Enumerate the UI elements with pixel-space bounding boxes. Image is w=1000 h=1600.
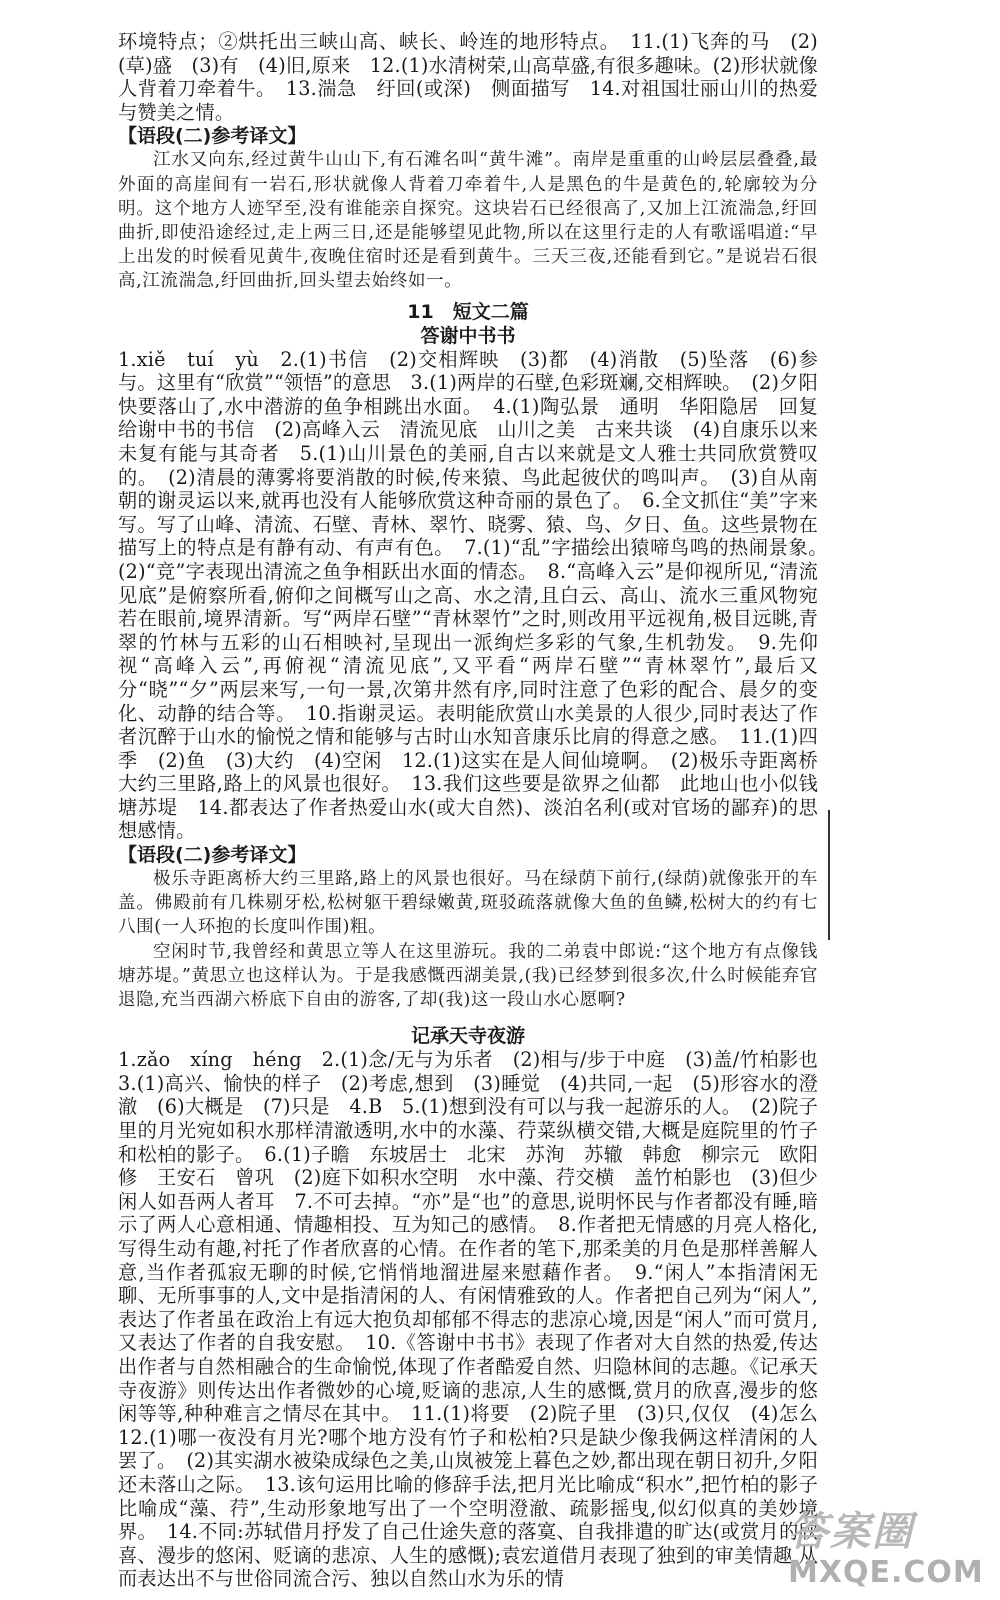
text1-title: 答谢中书书 bbox=[420, 324, 516, 347]
watermark-domain: MXQE.COM bbox=[788, 1555, 984, 1590]
section2-heading: 【语段(二)参考译文】 bbox=[118, 844, 307, 867]
watermark-logo-text: 答案圈 bbox=[788, 1509, 914, 1555]
text2-answers: 1.zǎo xíng héng 2.(1)念/无与为乐者 (2)相与/步于中庭 (3)盖/竹柏影也 3.(1)高兴、愉快的样子 (2)考虑,想到 (3)睡觉 (4)共同,一起 (5)形容水的澄澈 (6)大概是 (7)只是 4.B 5.(1)想到没有可以与我一起游乐的人。 (2)院子里的月光宛如积水那样清澈透明,水中的水藻、荇菜纵横交错,大概是庭院里的竹子和松柏的影子。 6.(1)子瞻 东坡居士 北宋 苏洵 苏辙 韩愈 柳宗元 欧阳修 王安石 曾巩 (2)庭下如积水空明 水中藻、荇交横 盖竹柏影也 (3)但少闲人如吾两人者耳 7.不可去掉。“亦”是“也”的意思,说明怀民与作者都没有睡,暗示了两人心意相通、情趣相投、互为知己的感情。 8.作者把无情感的月亮人格化,写得生动有趣,衬托了作者欣喜的心情。在作者的笔下,那柔美的月色是那样善解人意,当作者孤寂无聊的时候,它悄悄地溜进屋来慰藉作者。 9.“闲人”本指清闲无聊、无所事事的人,文中是指清闲的人、有闲情雅致的人。作者把自己列为“闲人”,表达了作者虽在政治上有远大抱负却郁郁不得志的悲凉心境,因是“闲人”而可赏月,又表达了作者的自我安慰。 10.《答谢中书书》表现了作者对大自然的热爱,传达出作者与自然相融合的生命愉悦,体现了作者酷爱自然、归隐林间的志趣。《记承天寺夜游》则传达出作者微妙的心境,贬谪的悲凉,人生的感慨,赏月的欣喜,漫步的悠闲等等,种种难言之情尽在其中。 11.(1)将要 (2)院子里 (3)只,仅仅 (4)怎么 12.(1)哪一夜没有月光?哪个地方没有竹子和松柏?只是缺少像我俩这样清闲的人罢了。 (2)其实湖水被染成绿色之美,山岚被笼上暮色之妙,都出现在朝日初升,夕阳还未落山之际。 13.该句运用比喻的修辞手法,把月光比喻成“积水”,把竹柏的影子比喻成“藻、荇”,生动形象地写出了一个空明澄澈、疏影摇曳,似幻似真的美妙境界。 14.不同:苏轼借月抒发了自己仕途失意的落寞、自我排遣的旷达(或赏月的欣喜、漫步的悠闲、贬谪的悲凉、人生的感慨);袁宏道借月表现了独到的审美情趣,从而表达出不与世俗同流合污、独以自然山水为乐的情 bbox=[118, 1048, 838, 1591]
section1-translation: 江水又向东,经过黄牛山山下,有石滩名叫“黄牛滩”。南岸是重重的山岭层层叠叠,最外面的高崖间有一岩石,形状就像人背着刀牵着牛,人是黑色的牛是黄色的,轮廓较为分明。这个地方人迹罕至,没有谁能亲自探究。这块岩石已经很高了,又加上江流湍急,纡回曲折,即使沿途经过,走上两三日,还是能够望见此物,所以在这里行走的人有歌谣唱道:“早上出发的时候看见黄牛,夜晚住宿时还是看到黄牛。三天三夜,还能看到它。”是说岩石很高,江流湍急,纡回曲折,回头望去始终如一。 bbox=[118, 150, 818, 292]
text1-answers: 1.xiě tuí yù 2.(1)书信 (2)交相辉映 (3)都 (4)消散 (5)坠落 (6)参与。这里有“欣赏”“领悟”的意思 3.(1)两岸的石壁,色彩斑斓,交相辉映。 (2)夕阳快要落山了,水中潜游的鱼争相跳出水面。 4.(1)陶弘景 通明 华阳隐居 回复给谢中书的书信 (2)高峰入云 清流见底 山川之美 古来共谈 (4)自康乐以来 未复有能与其奇者 5.(1)山川景色的美丽,自古以来就是文人雅士共同欣赏赞叹的。 (2)清晨的薄雾将要消散的时候,传来猿、鸟此起彼伏的鸣叫声。 (3)自从南朝的谢灵运以来,就再也没有人能够欣赏这种奇丽的景色了。 6.全文抓住“美”字来写。写了山峰、清流、石壁、青林、翠竹、晓雾、猿、鸟、夕日、鱼。这些景物在描写上的特点是有静有动、有声有色。 7.(1)“乱”字描绘出猿啼鸟鸣的热闹景象。 (2)“竞”字表现出清流之鱼争相跃出水面的情态。 8.“高峰入云”是仰视所见,“清流见底”是俯察所看,俯仰之间概写山之高、水之清,且白云、高山、流水三重风物宛若在眼前,境界清新。写“两岸石壁”“青林翠竹”之时,则改用平远视角,极目远眺,青翠的竹林与五彩的山石相映衬,呈现出一派绚烂多彩的气象,生机勃发。 9.先仰视“高峰入云”,再俯视“清流见底”,又平看“两岸石壁”“青林翠竹”,最后又分“晓”“夕”两层来写,一句一景,次第井然有序,同时注意了色彩的配合、晨夕的变化、动静的结合等。 10.指谢灵运。表明能欣赏山水美景的人很少,同时表达了作者沉醉于山水的愉悦之情和能够与古时山水知音康乐比肩的得意之感。 11.(1)四季 (2)鱼 (3)大约 (4)空闲 12.(1)这实在是人间仙境啊。 (2)极乐寺距离桥大约三里路,路上的风景也很好。 13.我们这些要是欲界之仙都 此地山也小似钱塘苏堤 14.都表达了作者热爱山水(或大自然)、淡泊名利(或对官场的鄙弃)的思想感情。 bbox=[118, 347, 838, 843]
text2-title: 记承天寺夜游 bbox=[410, 1025, 525, 1048]
top-answers: 环境特点；②烘托出三峡山高、峡长、岭连的地形特点。 11.(1)飞奔的马 (2)(草)盛 (3)有 (4)旧,原来 12.(1)水清树荣,山高草盛,有很多趣味。(2)形状就像人背着刀牵着牛。 13.湍急 纡回(或深) 侧面描写 14.对祖国壮丽山川的热爱与赞美之情。 bbox=[118, 30, 818, 124]
section2-para2: 空闲时节,我曾经和黄思立等人在这里游玩。我的二弟袁中郎说:“这个地方有点像钱塘苏堤。”黄思立也这样认为。于是我感慨西湖美景,(我)已经梦到很多次,什么时候能弃官退隐,充当西湖六桥底下自由的游客,了却(我)这一段山水心愿啊? bbox=[118, 941, 818, 1011]
lesson-title: 11 短文二篇 bbox=[407, 300, 529, 323]
margin-rule bbox=[828, 810, 830, 940]
site-watermark bbox=[788, 1508, 984, 1594]
section1-heading: 【语段(二)参考译文】 bbox=[118, 125, 307, 148]
answer-column bbox=[118, 30, 838, 1591]
section2-para1: 极乐寺距离桥大约三里路,路上的风景也很好。马在绿荫下前行,(绿荫)就像张开的车盖。佛殿前有几株剔牙松,松树躯干碧绿嫩黄,斑驳疏落就像大鱼的鱼鳞,松树大的约有七八围(一人环抱的长度叫作围)粗。 bbox=[118, 869, 818, 938]
